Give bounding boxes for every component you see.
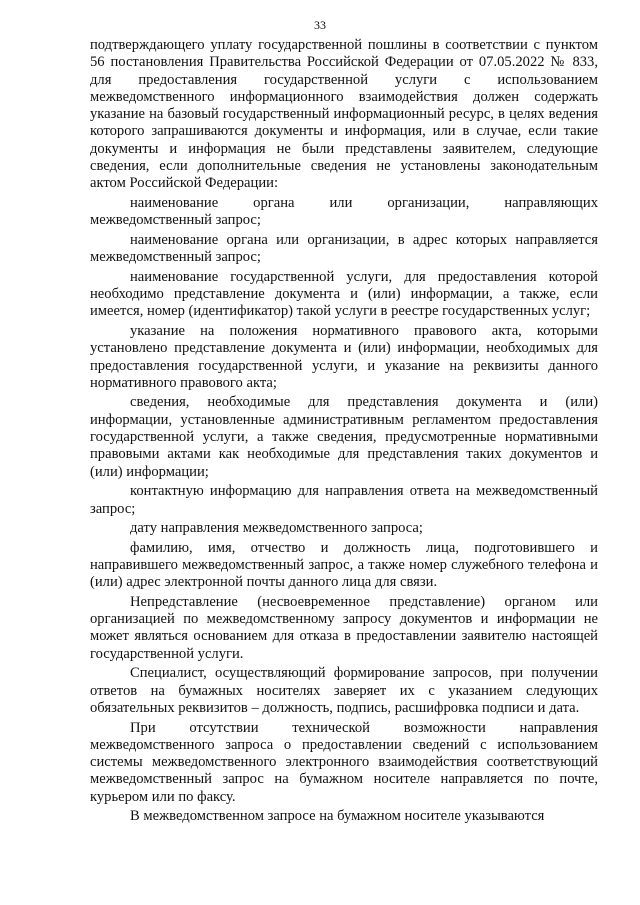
- list-item: наименование органа или организации, в адрес которых направляется межведомственный запрос;: [90, 231, 598, 266]
- page-number: 33: [314, 18, 326, 32]
- list-item: контактную информацию для направления ответа на межведомственный запрос;: [90, 483, 598, 517]
- list-item: фамилию, имя, отчество и должность лица, подготовившего и направившего межведомственный запрос, а также номер служебного телефона и (или) адрес электронной почты данного лица для связи.: [90, 539, 598, 591]
- paragraph: Специалист, осуществляющий формирование запросов, при получении ответов на бумажных носителях заверяет их с указанием следующих обязательных реквизитов – должность, подпись, расшифровка подписи и дата.: [90, 665, 598, 716]
- paragraph: В межведомственном запросе на бумажном носителе указываются: [130, 808, 545, 825]
- paragraph: Непредставление (несвоевременное представление) органом или организацией по межведомственному запросу документов и информации не может являться основанием для отказа в предоставлении заявителю настоящей государственной услуги.: [90, 593, 598, 662]
- paragraph: подтверждающего уплату государственной пошлины в соответствии с пунктом 56 постановления Правительства Российской Федерации от 07.05.2022 № 833, для предоставления государственной услуги с использованием межведомственного информационного взаимодействия должен содержать указание на базовый государственный информационный ресурс, в целях ведения которого запрашиваются документы и информация, или в случае, если такие документы и информация не были представлены заявителем, следующие сведения, если дополнительные сведения не установлены законодательным актом Российской Федерации:: [90, 37, 598, 192]
- paragraph: При отсутствии технической возможности направления межведомственного запроса о предоставлении сведений с использованием системы межведомственного электронного взаимодействия соответствующий межведомственный запрос на бумажном носителе направляется по почте, курьером или по факсу.: [90, 719, 598, 805]
- list-item: указание на положения нормативного правового акта, которыми установлено представление документа и (или) информации, необходимых для предоставления государственной услуги, и указание на реквизиты данного нормативного правового акта;: [90, 322, 598, 391]
- list-item: наименование государственной услуги, для предоставления которой необходимо представление документа и (или) информации, а также, если имеется, номер (идентификатор) такой услуги в реестре государственных услуг;: [90, 268, 598, 320]
- list-item: сведения, необходимые для представления документа и (или) информации, установленные административным регламентом предоставления государственной услуги, а также сведения, предусмотренные нормативными правовыми актами как необходимые для представления таких документов и (или) информации;: [90, 394, 598, 480]
- list-item: наименование органа или организации, направляющих межведомственный запрос;: [90, 194, 598, 229]
- document-body: [90, 37, 598, 828]
- list-item: дату направления межведомственного запроса;: [130, 520, 423, 537]
